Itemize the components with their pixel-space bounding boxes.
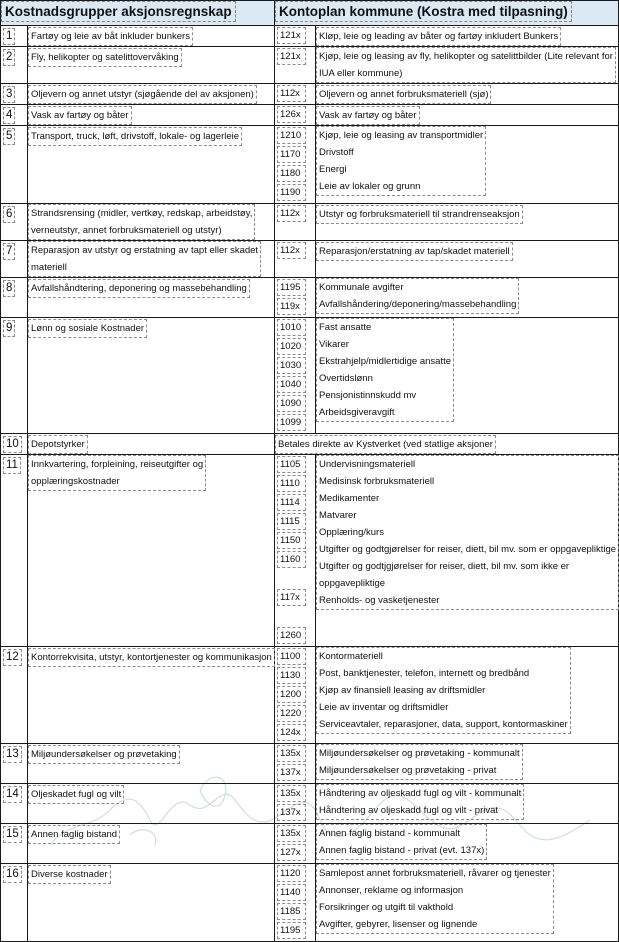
- cost-group-label: [28, 785, 124, 804]
- row-number: 4: [3, 107, 15, 124]
- account-description: Arbeidsgiveravgift: [319, 407, 395, 418]
- account-description: Samlepost annet forbruksmateriell, råvarer og tjenester: [319, 868, 551, 879]
- cost-group-label: [28, 106, 132, 125]
- table-row: [1, 84, 619, 105]
- account-description: Håndtering av oljeskadd fugl og vilt - kommunalt: [319, 788, 522, 799]
- account-descriptions-cell: [316, 824, 619, 864]
- account-code: 121x: [277, 48, 306, 65]
- account-code: 1200: [277, 686, 306, 703]
- row-number: 8: [3, 280, 15, 297]
- table-row: [1, 278, 619, 318]
- cost-group-cell: [28, 784, 275, 824]
- account-description: oppgavepliktige: [319, 578, 386, 589]
- account-code: 1185: [277, 903, 306, 920]
- row-number-cell: [1, 126, 28, 204]
- account-code: 1220: [277, 705, 306, 722]
- account-descriptions-cell: [316, 47, 619, 84]
- table-body: [1, 26, 619, 942]
- cost-group-cell: [28, 26, 275, 47]
- account-codes-cell: [275, 455, 316, 647]
- cost-group-cell: [28, 241, 275, 278]
- cost-group-line: opplæringskostnader: [31, 476, 120, 487]
- cost-group-line: verneutstyr, annet forbruksmateriell og utstyr): [31, 225, 222, 236]
- cost-group-label: [28, 745, 180, 764]
- cost-group-label: [28, 85, 257, 104]
- cost-group-line: Miljøundersøkelser og prøvetaking: [31, 749, 177, 760]
- header-left-label: Kostnadsgrupper aksjonsregnskap: [1, 1, 236, 22]
- account-description: Fast ansatte: [319, 322, 372, 333]
- table-row: [1, 455, 619, 647]
- cost-group-line: Avfallshåndtering, deponering og massebehandling: [31, 283, 247, 294]
- cost-group-line: Strandsrensing (midler, vertkøy, redskap, arbeidstøy,: [31, 208, 253, 219]
- account-descriptions: [316, 85, 491, 104]
- row-number: 15: [3, 826, 22, 843]
- account-code: 127x: [277, 844, 306, 861]
- cost-group-label: [28, 27, 193, 46]
- row-number-cell: [1, 784, 28, 824]
- row-number: 10: [3, 436, 22, 453]
- account-description: Drivstoff: [319, 147, 354, 158]
- row-number-cell: [1, 744, 28, 784]
- account-descriptions-cell: [316, 278, 619, 318]
- account-description: Utgifter og godtjgjørelser for reiser, diett, bil mv. som ikke er: [319, 561, 570, 572]
- account-code: 1180: [277, 165, 306, 182]
- account-description: Post, banktjenester, telefon, internett og bredbånd: [319, 668, 530, 679]
- cost-group-cell: [28, 647, 275, 744]
- account-description: Renholds- og vasketjenester: [319, 595, 440, 606]
- cost-group-cell: [28, 318, 275, 434]
- account-description: Energi: [319, 164, 347, 175]
- account-description: Kjøp av finansiell leasing av driftsmidler: [319, 685, 486, 696]
- cost-group-cell: [28, 824, 275, 864]
- cost-group-line: Reparasjon av utstyr og erstatning av tapt eller skadet: [31, 245, 259, 256]
- row-number: 6: [3, 206, 15, 223]
- account-description: Vask av fartøy og båter: [319, 110, 417, 121]
- account-descriptions: [316, 784, 524, 820]
- cost-group-label: [28, 825, 120, 844]
- row-number-cell: [1, 105, 28, 126]
- account-descriptions: [316, 647, 571, 734]
- account-code: 1114: [277, 494, 306, 511]
- account-codes-cell: [275, 126, 316, 204]
- table-row: [1, 241, 619, 278]
- account-code: 112x: [277, 85, 306, 102]
- account-codes-cell: [275, 47, 316, 84]
- row-number-cell: [1, 647, 28, 744]
- account-code: 1160: [277, 551, 306, 568]
- cost-group-cell: [28, 47, 275, 84]
- account-description: Reparasjon/erstatning av tap/skadet materiell: [319, 246, 510, 257]
- row-number-cell: [1, 318, 28, 434]
- account-description: Miljøundersøkelser og prøvetaking - privat: [319, 765, 497, 776]
- account-descriptions: [316, 126, 486, 196]
- table-row: [1, 824, 619, 864]
- row-number: 1: [3, 28, 15, 45]
- row-number: 12: [3, 649, 22, 666]
- table-row: [1, 434, 619, 455]
- account-code: 1195: [277, 922, 306, 939]
- cost-group-line: Oljevern og annet utstyr (sjøgående del av aksjonen): [31, 89, 254, 100]
- account-description: Leie av lokaler og grunn: [319, 181, 421, 192]
- account-description: Undervisningsmateriell: [319, 459, 416, 470]
- row-number: 3: [3, 86, 15, 103]
- account-code: 1030: [277, 357, 306, 374]
- row-number-cell: [1, 278, 28, 318]
- code-spacer: [275, 608, 315, 626]
- account-description: Annen faglig bistand - kommunalt: [319, 828, 460, 839]
- account-code: 117x: [277, 589, 306, 606]
- account-descriptions: [316, 455, 619, 610]
- account-descriptions-cell: [316, 864, 619, 942]
- account-descriptions: [316, 864, 554, 934]
- code-spacer: [275, 570, 315, 588]
- account-description: Utstyr og forbruksmateriell til strandrenseaksjon: [319, 209, 520, 220]
- account-descriptions: [316, 242, 513, 261]
- row-number-cell: [1, 84, 28, 105]
- row-number: 11: [3, 457, 21, 474]
- account-descriptions: [316, 278, 519, 314]
- account-code: 1210: [277, 127, 306, 144]
- account-description: Annonser, reklame og informasjon: [319, 885, 464, 896]
- account-descriptions-cell: [316, 84, 619, 105]
- account-codes-cell: [275, 105, 316, 126]
- account-codes-cell: [275, 278, 316, 318]
- row-number: 9: [3, 320, 15, 337]
- header-chart-of-accounts: [275, 1, 619, 26]
- table-row: [1, 26, 619, 47]
- table-row: [1, 784, 619, 824]
- account-code: 1010: [277, 319, 306, 336]
- account-descriptions-cell: [316, 455, 619, 647]
- account-code: 1130: [277, 667, 306, 684]
- cost-group-label: [28, 204, 255, 240]
- cost-group-label: [28, 648, 275, 667]
- cost-group-line: Depotstyrker: [31, 439, 85, 450]
- table-row: [1, 318, 619, 434]
- cost-group-label: [28, 435, 88, 454]
- cost-group-cell: [28, 126, 275, 204]
- account-code: 1105: [277, 456, 306, 473]
- table-row: [1, 105, 619, 126]
- account-description: Medikamenter: [319, 493, 380, 504]
- account-code: 1100: [277, 648, 306, 665]
- row-number: 16: [3, 866, 22, 883]
- account-codes-cell: [275, 824, 316, 864]
- cost-group-label: [28, 127, 242, 146]
- account-code: 135x: [277, 825, 306, 842]
- account-descriptions-cell: [316, 204, 619, 241]
- account-descriptions: [316, 744, 523, 780]
- account-codes-cell: [275, 241, 316, 278]
- account-code: 112x: [277, 205, 306, 222]
- row-number: 14: [3, 786, 22, 803]
- row-number: 5: [3, 128, 15, 145]
- account-code: 1090: [277, 395, 306, 412]
- account-descriptions-cell: [316, 784, 619, 824]
- account-codes-cell: [275, 647, 316, 744]
- account-description: Ekstrahjelp/midlertidige ansatte: [319, 356, 452, 367]
- account-code: 1195: [277, 279, 306, 296]
- account-descriptions: [316, 47, 616, 83]
- account-code: 137x: [277, 764, 306, 781]
- cost-group-cell: [28, 455, 275, 647]
- account-code: 1120: [277, 865, 306, 882]
- cost-group-cell: [28, 744, 275, 784]
- cost-group-cell: [28, 84, 275, 105]
- table-row: [1, 744, 619, 784]
- account-description: Kjøp, leie og leasing av transportmidler: [319, 130, 484, 141]
- row-number-cell: [1, 204, 28, 241]
- row-number-cell: [1, 455, 28, 647]
- account-code: 1099: [277, 414, 306, 431]
- account-code: 126x: [277, 106, 306, 123]
- table-row: [1, 864, 619, 942]
- row-number-cell: [1, 864, 28, 942]
- account-description: Pensjonistinnskudd mv: [319, 390, 417, 401]
- cost-group-line: Diverse kostnader: [31, 869, 108, 880]
- cost-group-line: Innkvartering, forpleining, reiseutgifter og: [31, 459, 204, 470]
- account-description: Annen faglig bistand - privat (evt. 137x): [319, 845, 485, 856]
- account-description: Avfallshåndering/deponering/massebehandling: [319, 299, 517, 310]
- header-row: [1, 1, 619, 26]
- cost-group-label: [28, 279, 250, 298]
- cost-group-line: Transport, truck, løft, drivstoff, lokale- og lagerleie: [31, 131, 240, 142]
- row-number: 7: [3, 243, 15, 260]
- account-description: Kjøp, leie og leasing av fly, helikopter og satelittbilder (Lite relevant for: [319, 51, 613, 62]
- cost-group-line: Kontorrekvisita, utstyr, kontortjenester og kommunikasjon: [31, 652, 272, 663]
- account-code: 119x: [277, 298, 306, 315]
- cost-group-cell: [28, 864, 275, 942]
- account-description: Kommunale avgifter: [319, 282, 404, 293]
- cost-group-line: materiell: [31, 262, 67, 273]
- cost-group-line: Annen faglig bistand: [31, 829, 118, 840]
- account-descriptions-cell: [316, 241, 619, 278]
- account-code: 135x: [277, 785, 306, 802]
- account-descriptions: [316, 824, 487, 860]
- cost-group-label: [28, 455, 206, 491]
- account-code: 1020: [277, 338, 306, 355]
- header-right-label: Kontoplan kommune (Kostra med tilpasning): [275, 1, 572, 22]
- account-description: Utgifter og godtgjørelser for reiser, diett, bil mv. som er oppgavepliktige: [319, 544, 617, 555]
- cost-group-label: [28, 48, 182, 67]
- account-description: Avgifter, gebyrer, lisenser og lignende: [319, 919, 478, 930]
- cost-group-label: [28, 865, 111, 884]
- account-description: Medisinsk forbruksmateriell: [319, 476, 435, 487]
- account-code: 1110: [277, 475, 306, 492]
- row-number-cell: [1, 824, 28, 864]
- account-codes-cell: [275, 318, 316, 434]
- table-row: [1, 47, 619, 84]
- account-codes-cell: [275, 864, 316, 942]
- header-cost-groups: [1, 1, 275, 26]
- cost-group-line: Fartøy og leie av båt inkluder bunkers: [31, 31, 190, 42]
- account-codes-cell: [275, 26, 316, 47]
- account-descriptions: [316, 106, 420, 125]
- cost-group-line: Fly, helikopter og satelittovervåking: [31, 52, 179, 63]
- account-code: 1150: [277, 532, 306, 549]
- cost-group-cell: [28, 204, 275, 241]
- account-description: Opplæring/kurs: [319, 527, 384, 538]
- cost-group-line: Vask av fartøy og båter: [31, 110, 129, 121]
- account-codes-cell: [275, 204, 316, 241]
- table-row: [1, 204, 619, 241]
- account-description: IUA eller kommune): [319, 68, 403, 79]
- account-description: Oljevern og annet forbruksmateriell (sjø): [319, 89, 489, 100]
- row-number-cell: [1, 241, 28, 278]
- account-code: 1170: [277, 146, 306, 163]
- cost-group-line: Oljeskadet fugl og vilt: [31, 789, 122, 800]
- cost-group-line: Lønn og sosiale Kostnader: [31, 323, 145, 334]
- account-codes-cell: [275, 784, 316, 824]
- row-number-cell: [1, 26, 28, 47]
- account-note-cell: [275, 434, 619, 455]
- row-number: 2: [3, 49, 15, 66]
- account-code: 1040: [277, 376, 306, 393]
- account-descriptions: [316, 318, 454, 422]
- cost-group-label: [28, 319, 147, 338]
- account-description: Kontormateriell: [319, 651, 383, 662]
- account-code: 1190: [277, 184, 306, 201]
- account-code: 124x: [277, 724, 306, 741]
- row-number-cell: [1, 434, 28, 455]
- table-row: [1, 126, 619, 204]
- account-code: 135x: [277, 745, 306, 762]
- account-codes-cell: [275, 84, 316, 105]
- row-number: 13: [3, 746, 22, 763]
- row-number-cell: [1, 47, 28, 84]
- account-code: 1140: [277, 884, 306, 901]
- account-descriptions: [316, 205, 523, 224]
- account-code: 137x: [277, 804, 306, 821]
- cost-group-cell: [28, 278, 275, 318]
- account-descriptions-cell: [316, 26, 619, 47]
- account-code: 1115: [277, 513, 306, 530]
- cost-group-label: [28, 241, 261, 277]
- account-note: Betales direkte av Kystverket (ved statlige aksjoner: [275, 435, 496, 454]
- account-descriptions: [316, 27, 561, 46]
- account-descriptions-cell: [316, 647, 619, 744]
- account-description: Leie av inventar og driftsmidler: [319, 702, 449, 713]
- account-descriptions-cell: [316, 744, 619, 784]
- account-description: Serviceavtaler, reparasjoner, data, support, kontormaskiner: [319, 719, 568, 730]
- account-description: Overtidslønn: [319, 373, 373, 384]
- account-description: Miljøundersøkelser og prøvetaking - kommunalt: [319, 748, 520, 759]
- account-codes-cell: [275, 744, 316, 784]
- account-description: Vikarer: [319, 339, 349, 350]
- account-description: Kløp, leie og leading av båter og fartøy inkludert Bunkers: [319, 31, 559, 42]
- account-descriptions-cell: [316, 105, 619, 126]
- cost-group-cell: [28, 434, 275, 455]
- account-code: 121x: [277, 27, 306, 44]
- account-description: Forsikringer og utgift til vakthold: [319, 902, 454, 913]
- table-row: [1, 647, 619, 744]
- account-descriptions-cell: [316, 126, 619, 204]
- account-description: Håndtering av oljeskadd fugl og vilt - privat: [319, 805, 499, 816]
- account-code: 1260: [277, 627, 306, 644]
- account-code: 112x: [277, 242, 306, 259]
- cost-group-cell: [28, 105, 275, 126]
- account-description: Matvarer: [319, 510, 357, 521]
- account-descriptions-cell: [316, 318, 619, 434]
